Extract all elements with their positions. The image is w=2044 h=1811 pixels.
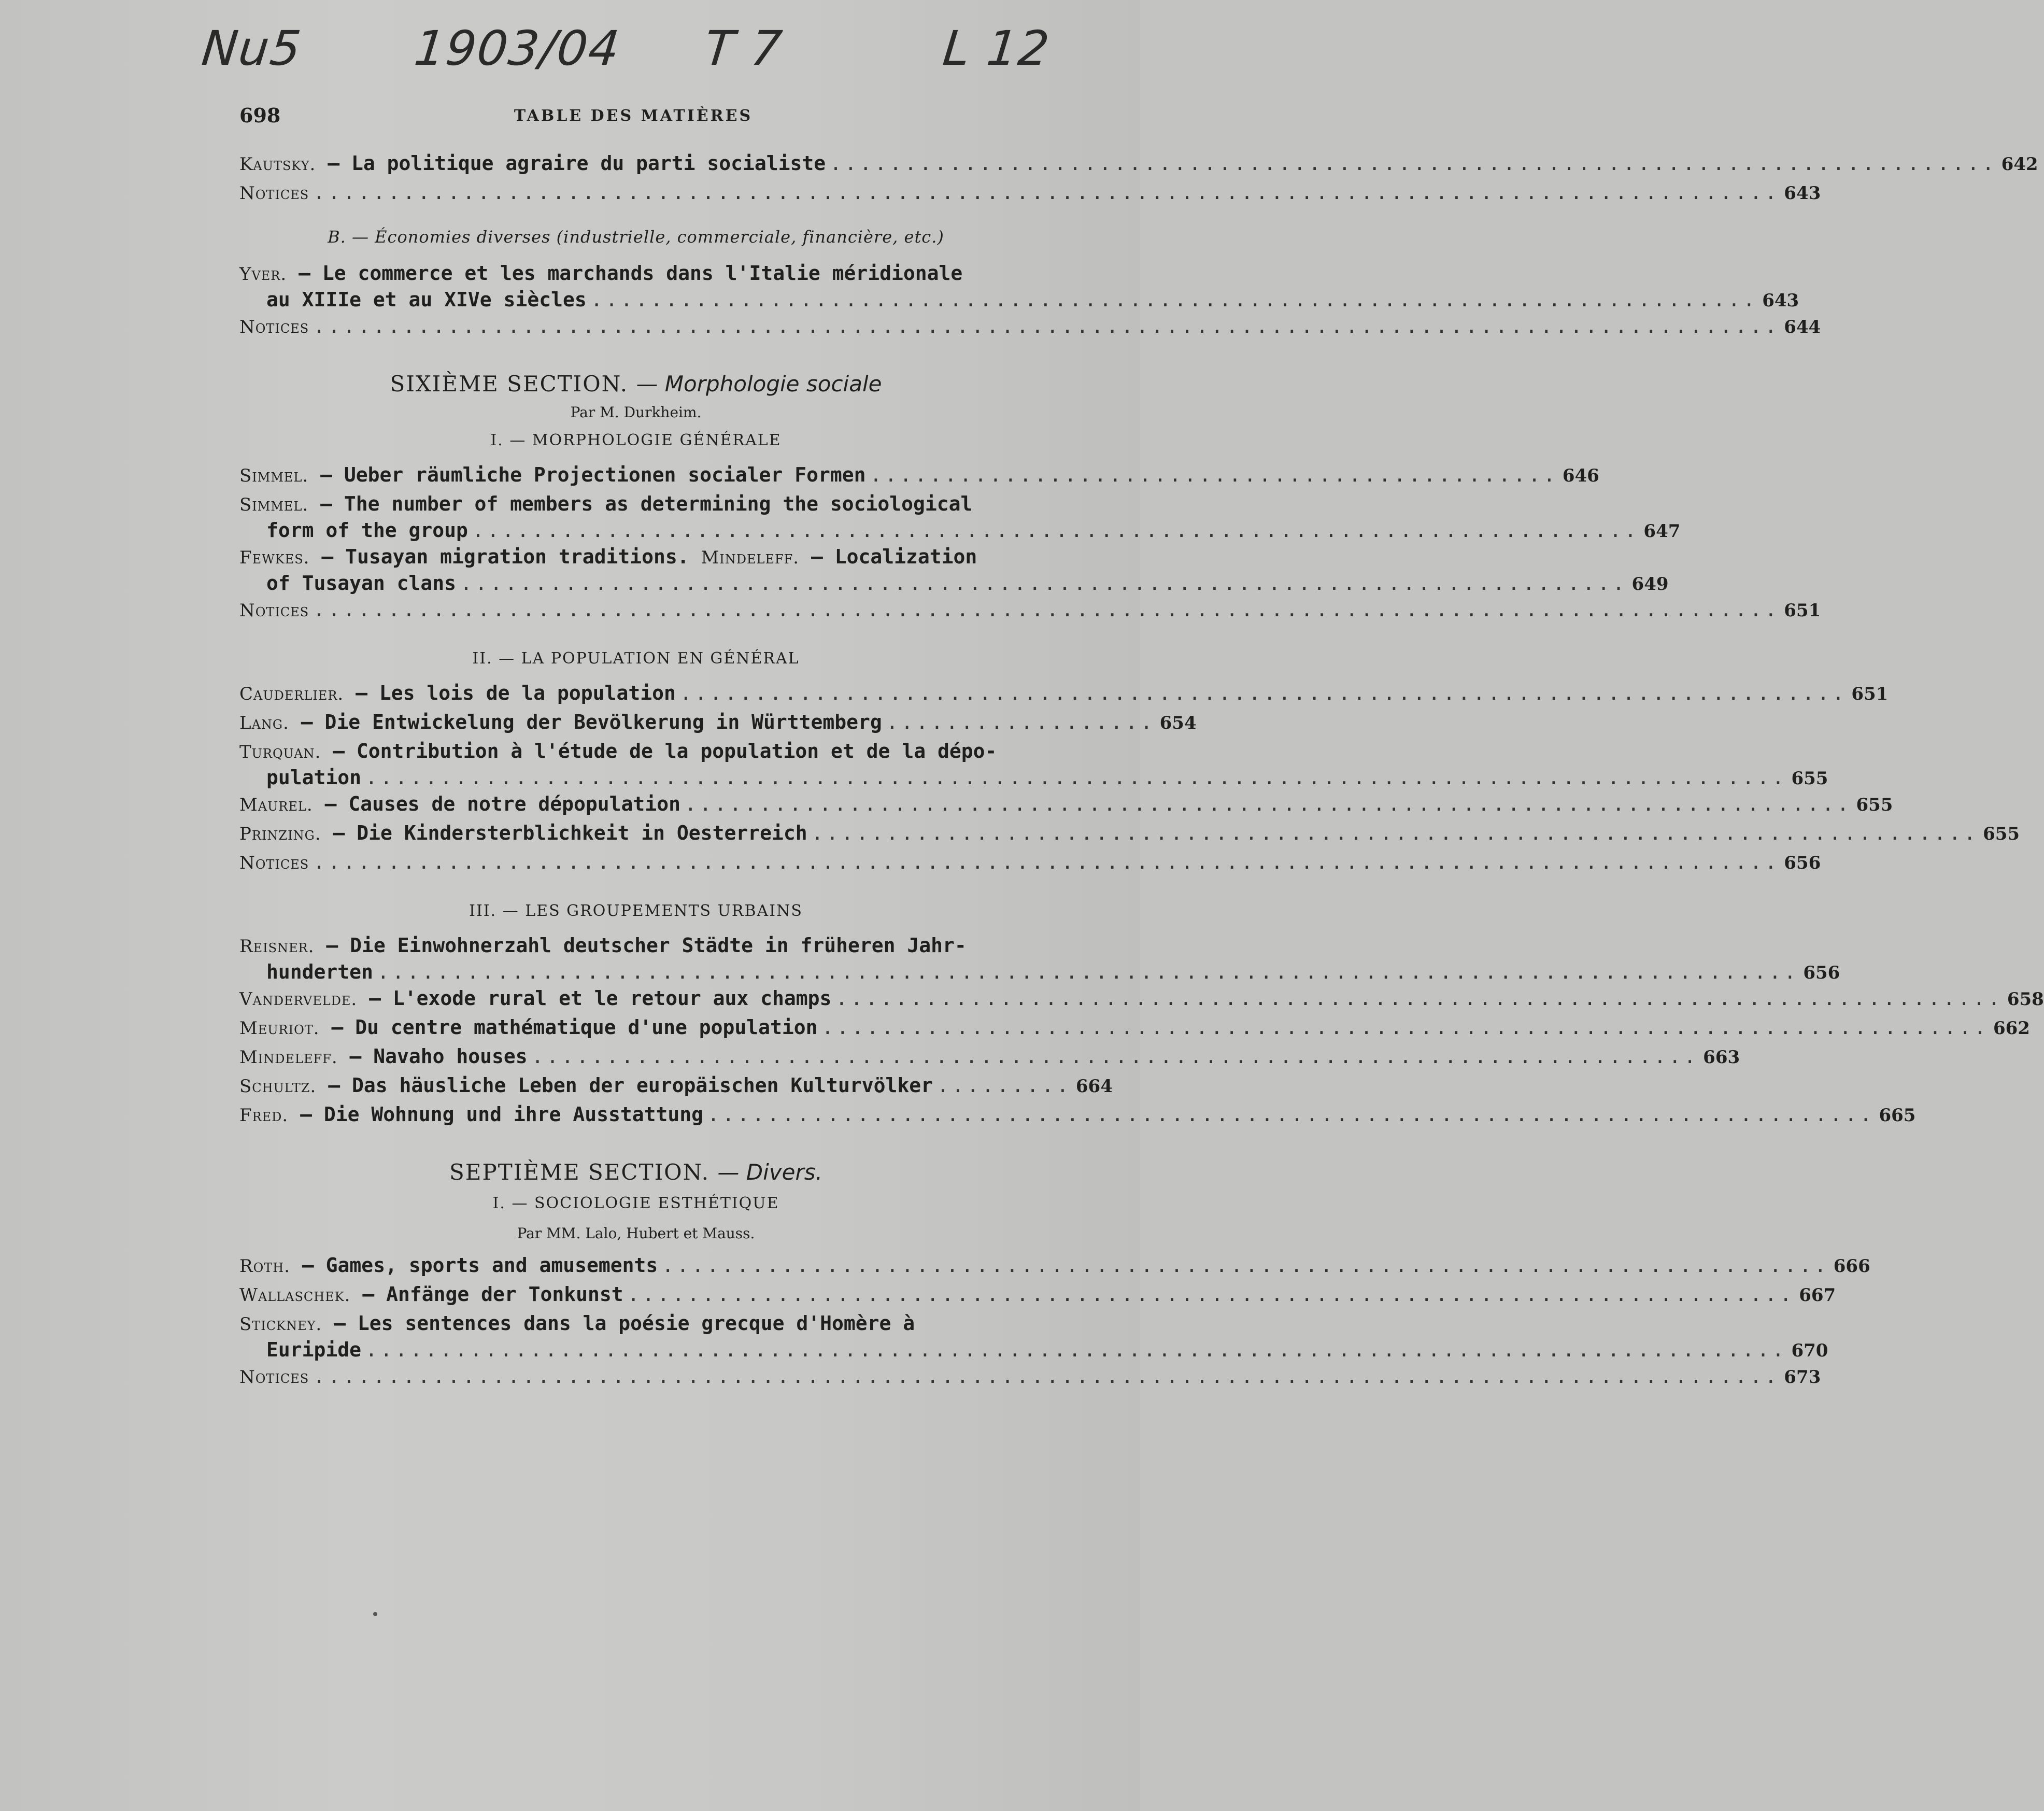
page-number: 698 xyxy=(239,104,281,127)
entry-page: 654 xyxy=(1159,713,1197,733)
toc-entry: Notices .................................................................................................. 644 xyxy=(239,313,1032,342)
entry-author: Mindeleff. xyxy=(239,1047,338,1068)
handwritten-mark-1: Nu5 xyxy=(199,21,305,76)
toc-entry: Stickney. — Les sentences dans la poésie grecque d'Homère à Euripide ............................................................................................... 670 xyxy=(239,1310,1032,1363)
handwritten-mark-3: T 7 xyxy=(702,21,786,76)
entry-page: 646 xyxy=(1562,465,1599,486)
toc-entry: Vandervelde. — L'exode rural et le retour aux champs .............................................................................. 658 xyxy=(239,985,1032,1014)
section-title-main: SEPTIÈME SECTION. xyxy=(449,1159,710,1185)
toc-entry: Fred. — Die Wohnung und ihre Ausstattung .............................................................................. 665 xyxy=(239,1101,1032,1130)
entry-title-continued: form of the group xyxy=(266,519,468,542)
entry-page: 647 xyxy=(1643,521,1681,542)
toc-entry: Kautsky. — La politique agraire du parti socialiste .............................................................................. 642 xyxy=(239,150,1032,179)
table-of-contents xyxy=(239,150,2044,1392)
subsection-heading: I. — MORPHOLOGIE GÉNÉRALE xyxy=(490,431,782,449)
entry-page: 666 xyxy=(1833,1256,1870,1277)
entry-title-continued: of Tusayan clans xyxy=(266,572,457,595)
entry-author: Notices xyxy=(239,600,309,621)
page-header xyxy=(239,104,1027,135)
entry-title-continued: pulation xyxy=(266,766,362,789)
entry-author: Simmel. xyxy=(239,465,309,486)
entry-title: — Die Einwohnerzahl deutscher Städte in früheren Jahr- xyxy=(326,934,967,957)
entry-author: Reisner. xyxy=(239,936,315,957)
entry-title-continued: hunderten xyxy=(266,960,373,983)
toc-entry: Schultz. — Das häusliche Leben der europäischen Kulturvölker ......... 664 xyxy=(239,1072,1032,1101)
entry-author: Maurel. xyxy=(239,795,313,815)
entry-author: Yver. xyxy=(239,264,287,285)
entry-title: — L'exode rural et le retour aux champs xyxy=(369,987,832,1010)
handwritten-mark-4: L 12 xyxy=(940,21,1053,76)
toc-entry: Prinzing. — Die Kindersterblichkeit in Oesterreich .............................................................................. 655 xyxy=(239,820,1032,849)
entry-author: Lang. xyxy=(239,713,289,733)
entry-page: 649 xyxy=(1631,574,1669,595)
entry-title: — Navaho houses xyxy=(349,1045,528,1068)
entry-title: — Causes de notre dépopulation xyxy=(324,793,680,815)
entry-title: — Games, sports and amusements xyxy=(302,1254,658,1277)
entry-page: 667 xyxy=(1799,1285,1836,1306)
entry-title: — Tusayan migration traditions. xyxy=(321,545,689,568)
entry-page: 673 xyxy=(1784,1367,1821,1388)
subsection-heading: II. — LA POPULATION EN GÉNÉRAL xyxy=(472,649,800,668)
toc-entry: Meuriot. — Du centre mathématique d'une population .............................................................................. 662 xyxy=(239,1014,1032,1043)
toc-entry: Notices .................................................................................................. 643 xyxy=(239,179,1032,208)
handwritten-mark-2: 1903/04 xyxy=(411,21,623,76)
toc-entry: Yver. — Le commerce et les marchands dans l'Italie méridionale au XIIIe et au XIVe siècles .............................................................................. 643 xyxy=(239,260,1032,313)
entry-page: 655 xyxy=(1791,768,1828,789)
entry-page: 662 xyxy=(1993,1018,2030,1039)
section-title-italic: — Morphologie sociale xyxy=(636,371,882,397)
section-title xyxy=(239,1159,1032,1185)
entry-author: Schultz. xyxy=(239,1076,317,1097)
entry-page: 651 xyxy=(1784,600,1821,621)
entry-author: Stickney. xyxy=(239,1314,322,1335)
entry-author: Vandervelde. xyxy=(239,989,358,1010)
entry-page: 642 xyxy=(2001,154,2038,175)
entry-page: 670 xyxy=(1791,1340,1828,1361)
entry-title: — Das häusliche Leben der europäischen Kulturvölker xyxy=(328,1074,933,1097)
subsection-heading: III. — LES GROUPEMENTS URBAINS xyxy=(469,902,803,920)
entry-author: Notices xyxy=(239,853,309,873)
entry-page: 655 xyxy=(1983,824,2020,844)
entry-author: Cauderlier. xyxy=(239,684,344,704)
toc-entry: Simmel. — The number of members as determining the sociological form of the group .............................................................................. 647 xyxy=(239,491,1032,544)
section-title-italic: — Divers. xyxy=(717,1159,822,1185)
entry-title: — Le commerce et les marchands dans l'Italie méridionale xyxy=(299,262,963,285)
entry-title: — La politique agraire du parti socialiste xyxy=(328,152,826,175)
entry-page: 656 xyxy=(1784,853,1821,873)
entry-title: — Anfänge der Tonkunst xyxy=(362,1283,623,1306)
entry-author: Wallaschek. xyxy=(239,1285,351,1306)
entry-title: — Les sentences dans la poésie grecque d'Homère à xyxy=(334,1312,915,1335)
entry-author: Roth. xyxy=(239,1256,291,1277)
entry-page: 643 xyxy=(1784,183,1821,204)
toc-entry: Cauderlier. — Les lois de la population .............................................................................. 651 xyxy=(239,680,1032,709)
entry-page: 655 xyxy=(1856,795,1893,815)
entry-author-2: Mindeleff. xyxy=(701,547,800,568)
entry-title: — Die Wohnung und ihre Ausstattung xyxy=(300,1103,703,1126)
entry-title: — Die Entwickelung der Bevölkerung in Württemberg xyxy=(301,711,882,733)
toc-entry: Turquan. — Contribution à l'étude de la population et de la dépo- pulation ............................................................................................... 655 xyxy=(239,738,1032,791)
entry-title: — Ueber räumliche Projectionen socialer Formen xyxy=(320,463,866,486)
entry-title: — Contribution à l'étude de la population et de la dépo- xyxy=(333,740,997,762)
entry-page: 644 xyxy=(1784,317,1821,337)
section-author: Par M. Durkheim. xyxy=(570,404,702,421)
section-author: Par MM. Lalo, Hubert et Mauss. xyxy=(517,1225,755,1242)
entry-page: 665 xyxy=(1879,1105,1916,1126)
entry-title: — The number of members as determining the sociological xyxy=(320,492,973,515)
entry-title: — Du centre mathématique d'une population xyxy=(331,1016,818,1039)
entry-page: 664 xyxy=(1075,1076,1113,1097)
entry-author: Fewkes. xyxy=(239,547,310,568)
entry-page: 643 xyxy=(1762,290,1799,311)
entry-author: Prinzing. xyxy=(239,824,321,844)
toc-entry: Notices .................................................................................................. 673 xyxy=(239,1363,1032,1392)
toc-entry: Wallaschek. — Anfänge der Tonkunst .............................................................................. 667 xyxy=(239,1281,1032,1310)
toc-entry: Simmel. — Ueber räumliche Projectionen socialer Formen .............................................. 646 xyxy=(239,462,1032,491)
toc-entry: Reisner. — Die Einwohnerzahl deutscher Städte in früheren Jahr- hunderten ............................................................................................... 656 xyxy=(239,932,1032,985)
toc-entry: Fewkes. — Tusayan migration traditions. Mindeleff. — Localization of Tusayan clans .............................................................................. 649 xyxy=(239,544,1032,597)
section-title xyxy=(239,371,1032,397)
section-title-main: SIXIÈME SECTION. xyxy=(390,371,629,397)
entry-author: Notices xyxy=(239,1367,309,1388)
toc-entry: Maurel. — Causes de notre dépopulation .............................................................................. 655 xyxy=(239,791,1032,820)
toc-entry: Notices .................................................................................................. 656 xyxy=(239,849,1032,878)
entry-title: — Les lois de la population xyxy=(356,682,676,704)
entry-author: Kautsky. xyxy=(239,154,316,175)
toc-entry: Mindeleff. — Navaho houses .............................................................................. 663 xyxy=(239,1043,1032,1072)
running-title: TABLE DES MATIÈRES xyxy=(514,107,753,125)
entry-author: Notices xyxy=(239,317,309,337)
entry-author: Meuriot. xyxy=(239,1018,320,1039)
entry-title-continued: Euripide xyxy=(266,1338,362,1361)
subsection-heading: I. — SOCIOLOGIE ESTHÉTIQUE xyxy=(492,1194,779,1212)
entry-page: 658 xyxy=(2007,989,2044,1010)
entry-author: Notices xyxy=(239,183,309,204)
entry-title-continued: au XIIIe et au XIVe siècles xyxy=(266,288,587,311)
entry-page: 656 xyxy=(1803,963,1840,983)
toc-entry: Lang. — Die Entwickelung der Bevölkerung in Württemberg .................. 654 xyxy=(239,709,1032,738)
entry-author: Fred. xyxy=(239,1105,289,1126)
entry-author: Simmel. xyxy=(239,494,309,515)
entry-page: 663 xyxy=(1703,1047,1740,1068)
entry-page: 651 xyxy=(1851,684,1889,704)
toc-entry: Notices .................................................................................................. 651 xyxy=(239,597,1032,626)
entry-author: Turquan. xyxy=(239,742,321,762)
toc-entry: Roth. — Games, sports and amusements .............................................................................. 666 xyxy=(239,1252,1032,1281)
entry-title: — Die Kindersterblichkeit in Oesterreich xyxy=(333,822,807,844)
ink-spot xyxy=(373,1612,377,1616)
subsection-heading-b: B. — Économies diverses (industrielle, commerciale, financière, etc.) xyxy=(328,227,944,247)
entry-title-2: — Localization xyxy=(811,545,977,568)
